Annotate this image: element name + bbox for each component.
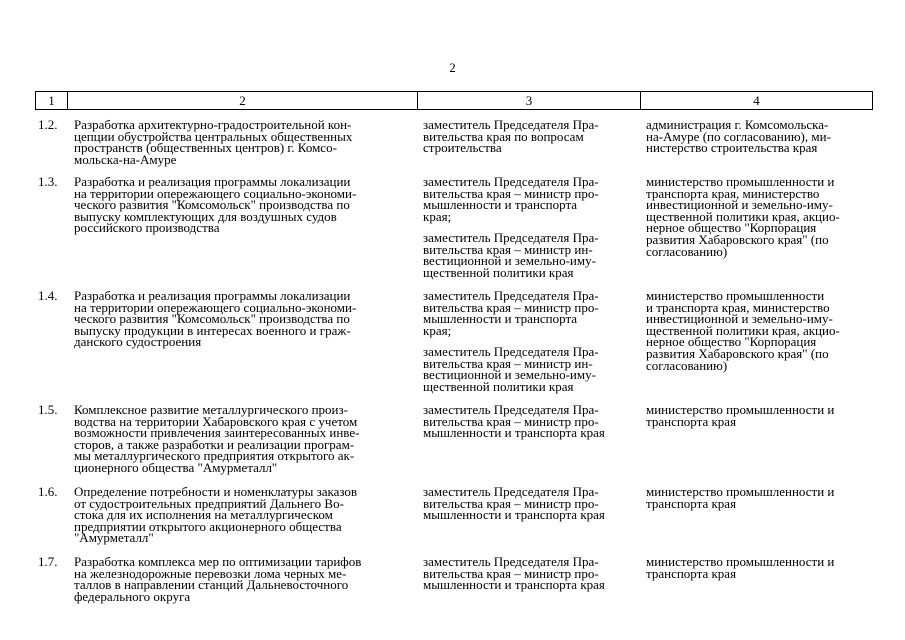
text-line: министерство промышленности (646, 288, 825, 303)
column-header-4: 4 (641, 92, 873, 110)
text-line: вительства края – министр ин- (423, 241, 593, 257)
text-line: мы металлургического предприятия открытого ак- (74, 448, 355, 464)
responsible-text (423, 232, 599, 278)
text-line: щественной политики края (423, 378, 574, 394)
text-line: края; (423, 322, 452, 338)
column-header-3: 3 (418, 92, 641, 110)
text-line: министерство промышленности и (646, 402, 835, 417)
text-line: выпуску продукции в интересах военного и граж- (74, 322, 351, 338)
text-line: Разработка и реализация программы локализации (74, 174, 351, 189)
text-line: заместитель Председателя Пра- (423, 554, 599, 569)
task-text (74, 119, 352, 165)
text-line: вительства края – министр про- (423, 413, 599, 429)
text-line: федерального округа (74, 588, 191, 604)
text-line: вестиционной и земельно-иму- (423, 367, 596, 383)
responsible-text (423, 556, 605, 591)
text-line: вительства края – министр про- (423, 565, 599, 581)
text-line: края; (423, 208, 452, 224)
page-number: 2 (449, 60, 456, 75)
text-line: вительства края – министр про- (423, 299, 599, 315)
task-text (74, 486, 357, 544)
text-line: стока для их исполнения на металлургическом (74, 507, 333, 523)
text-line: транспорта края, министерство (646, 185, 820, 201)
text-line: заместитель Председателя Пра- (423, 288, 599, 303)
row-number: 1.3. (38, 174, 58, 189)
text-line: вительства края – министр про- (423, 495, 599, 511)
text-line: нерное общество "Корпорация (646, 334, 817, 350)
text-line: вестиционной и земельно-иму- (423, 253, 596, 269)
text-line: заместитель Председателя Пра- (423, 484, 599, 499)
text-line: мышленности и транспорта края (423, 577, 605, 593)
text-line: мышленности и транспорта края (423, 425, 605, 441)
text-line: российского производства (74, 220, 220, 236)
text-line: транспорта края (646, 413, 737, 429)
text-line: щественной политики края (423, 264, 574, 280)
text-line: развития Хабаровского края" (по (646, 231, 829, 247)
task-text (74, 404, 359, 474)
text-line: министерство промышленности и (646, 554, 835, 569)
text-line: развития Хабаровского края" (по (646, 345, 829, 361)
responsible-text (423, 486, 605, 521)
text-line: выпуску комплектующих для воздушных судов (74, 208, 337, 224)
text-line: согласованию) (646, 357, 728, 373)
row-number: 1.2. (38, 117, 58, 132)
text-line: министерство промышленности и (646, 484, 835, 499)
text-line: данского судостроения (74, 334, 202, 350)
responsible-text (423, 119, 599, 154)
text-line: мышленности и транспорта (423, 197, 578, 213)
executor-text (646, 176, 840, 257)
row-number: 1.5. (38, 402, 58, 417)
executor-text (646, 404, 834, 427)
text-line: Разработка и реализация программы локализации (74, 288, 351, 303)
task-text (74, 176, 356, 234)
text-line: Разработка архитектурно-градостроительной кон- (74, 117, 352, 132)
text-line: мышленности и транспорта края (423, 507, 605, 523)
text-line: щественной политики края, акцио- (646, 322, 840, 338)
text-line: ционерного общества "Амурметалл" (74, 459, 278, 475)
text-line: заместитель Председателя Пра- (423, 174, 599, 189)
text-line: инвестиционной и земельно-иму- (646, 311, 833, 327)
column-header-row (36, 92, 873, 110)
text-line: от судостроительных предприятий Дальнего Во- (74, 495, 344, 511)
text-line: цепции обустройства центральных общественных (74, 128, 353, 144)
text-line: возможности привлечения заинтересованных инве- (74, 425, 360, 441)
text-line: ческого развития "Комсомольск" производства по (74, 311, 350, 327)
text-line: предприятии открытого акционерного общества (74, 518, 342, 534)
text-line: пространств (общественных центров) г. Комсо- (74, 140, 337, 156)
responsible-text (423, 176, 599, 222)
text-line: министерство промышленности и (646, 174, 835, 189)
text-line: таллов в направлении станций Дальневосточного (74, 577, 349, 593)
text-line: нистерство строительства края (646, 140, 818, 156)
text-line: транспорта края (646, 565, 737, 581)
text-line: заместитель Председателя Пра- (423, 344, 599, 359)
text-line: щественной политики края, акцио- (646, 208, 840, 224)
text-line: строительства (423, 140, 502, 156)
executor-text (646, 486, 834, 509)
text-line: вительства края по вопросам (423, 128, 584, 144)
text-line: администрация г. Комсомольска- (646, 117, 829, 132)
text-line: Определение потребности и номенклатуры заказов (74, 484, 358, 499)
text-line: согласованию) (646, 243, 728, 259)
text-line: на территории опережающего социально-экономи- (74, 185, 357, 201)
column-header-1: 1 (36, 92, 68, 110)
text-line: вительства края – министр про- (423, 185, 599, 201)
executor-text (646, 119, 831, 154)
text-line: транспорта края (646, 495, 737, 511)
text-line: мышленности и транспорта (423, 311, 578, 327)
responsible-text (423, 404, 605, 439)
text-line: Разработка комплекса мер по оптимизации тарифов (74, 554, 362, 569)
row-number: 1.6. (38, 484, 58, 499)
text-line: и транспорта края, министерство (646, 299, 830, 315)
text-line: на железнодорожные перевозки лома черных ме- (74, 565, 347, 581)
text-line: Комплексное развитие металлургического произ- (74, 402, 348, 417)
task-text (74, 290, 356, 348)
text-line: на-Амуре (по согласованию), ми- (646, 128, 831, 144)
text-line: заместитель Председателя Пра- (423, 117, 599, 132)
text-line: заместитель Председателя Пра- (423, 230, 599, 245)
row-number: 1.7. (38, 554, 58, 569)
row-number: 1.4. (38, 288, 58, 303)
column-header-table (35, 91, 873, 110)
text-line: "Амурметалл" (74, 530, 154, 546)
text-line: на территории опережающего социально-экономи- (74, 299, 357, 315)
responsible-text (423, 346, 599, 392)
text-line: водства на территории Хабаровского края с учетом (74, 413, 358, 429)
text-line: ческого развития "Комсомольск" производства по (74, 197, 350, 213)
text-line: нерное общество "Корпорация (646, 220, 817, 236)
text-line: мольска-на-Амуре (74, 151, 177, 167)
task-text (74, 556, 361, 602)
responsible-text (423, 290, 599, 336)
text-line: сторов, а также разработки и реализации програм- (74, 436, 355, 452)
text-line: инвестиционной и земельно-иму- (646, 197, 833, 213)
executor-text (646, 290, 840, 371)
executor-text (646, 556, 834, 579)
column-header-2: 2 (68, 92, 418, 110)
text-line: вительства края – министр ин- (423, 355, 593, 371)
text-line: заместитель Председателя Пра- (423, 402, 599, 417)
